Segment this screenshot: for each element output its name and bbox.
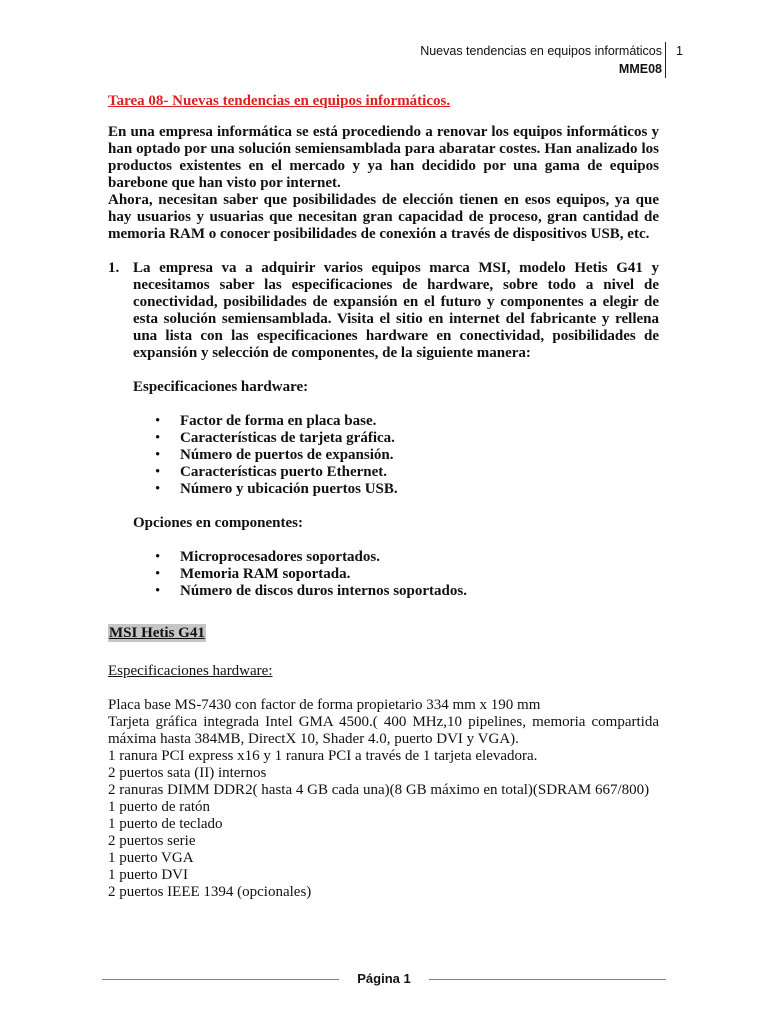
bullet-icon: • bbox=[155, 566, 161, 582]
bullet-icon: • bbox=[155, 430, 161, 446]
list-item bbox=[108, 583, 659, 600]
bullet-icon: • bbox=[155, 447, 161, 463]
spec-line: 2 puertos IEEE 1394 (opcionales) bbox=[108, 884, 312, 900]
list-item-text: Factor de forma en placa base. bbox=[180, 413, 377, 429]
bullet-icon: • bbox=[155, 481, 161, 497]
model-heading-wrap bbox=[108, 625, 659, 642]
list-item bbox=[108, 549, 659, 566]
spec-line: 1 puerto de ratón bbox=[108, 799, 211, 815]
spec-line: 1 puerto VGA bbox=[108, 850, 194, 866]
spec-line: 2 puertos serie bbox=[108, 833, 196, 849]
list-item bbox=[108, 464, 659, 481]
list-item-text: Características de tarjeta gráfica. bbox=[180, 430, 395, 446]
spec-list bbox=[108, 697, 659, 901]
components-bullet-list bbox=[108, 549, 659, 600]
intro-paragraph-1: En una empresa informática se está procediendo a renovar los equipos informáticos y han optado por una solución semiensamblada para abaratar costes. Han analizado los productos existentes en el mercado y ya han decidido por una gama de equipos barebone que han visto por internet. bbox=[108, 124, 659, 191]
bullet-icon: • bbox=[155, 549, 161, 565]
page-header bbox=[0, 42, 768, 78]
list-item-text: Número y ubicación puertos USB. bbox=[180, 481, 398, 497]
list-item-text: Número de discos duros internos soportados. bbox=[180, 583, 467, 599]
list-item bbox=[108, 481, 659, 498]
header-title: Nuevas tendencias en equipos informáticos bbox=[420, 44, 662, 58]
header-page-number: 1 bbox=[676, 44, 683, 58]
spec-line: Placa base MS-7430 con factor de forma propietario 334 mm x 190 mm bbox=[108, 697, 541, 713]
spec-line: 2 ranuras DIMM DDR2( hasta 4 GB cada una)(8 GB máximo en total)(SDRAM 667/800) bbox=[108, 782, 650, 798]
spec-line: Tarjeta gráfica integrada Intel GMA 4500.( 400 MHz,10 pipelines, memoria compartida máxima hasta 384MB, DirectX 10, Shader 4.0, puerto DVI y VGA). bbox=[108, 714, 659, 747]
bullet-icon: • bbox=[155, 464, 161, 480]
list-item-text: Número de puertos de expansión. bbox=[180, 447, 394, 463]
list-item bbox=[108, 413, 659, 430]
task-title: Tarea 08- Nuevas tendencias en equipos informáticos. bbox=[108, 93, 451, 109]
footer-page-label: Página 1 bbox=[339, 971, 429, 987]
list-item-text: Memoria RAM soportada. bbox=[180, 566, 351, 582]
hardware-subheading: Especificaciones hardware: bbox=[133, 379, 309, 395]
spec-line: 1 puerto de teclado bbox=[108, 816, 223, 832]
list-item-text: Características puerto Ethernet. bbox=[180, 464, 388, 480]
document-body bbox=[108, 93, 659, 901]
spec-line: 2 puertos sata (II) internos bbox=[108, 765, 267, 781]
model-heading: MSI Hetis G41 bbox=[109, 625, 205, 641]
list-item bbox=[108, 430, 659, 447]
bullet-icon: • bbox=[155, 413, 161, 429]
spec-heading: Especificaciones hardware: bbox=[108, 663, 273, 679]
list-item bbox=[108, 566, 659, 583]
spec-line: 1 ranura PCI express x16 y 1 ranura PCI a través de 1 tarjeta elevadora. bbox=[108, 748, 538, 764]
list-item bbox=[108, 447, 659, 464]
hardware-bullet-list bbox=[108, 413, 659, 498]
item-number: 1. bbox=[108, 260, 120, 276]
components-subheading: Opciones en componentes: bbox=[133, 515, 303, 531]
header-text-block bbox=[420, 42, 662, 78]
item-text: La empresa va a adquirir varios equipos marca MSI, modelo Hetis G41 y necesitamos saber las especificaciones de hardware, sobre todo a nivel de conectividad, posibilidades de expansión en el futuro y componentes a elegir de esta solución semiensamblada. Visita el sitio en internet del fabricante y rellena una lista con las especificaciones hardware en conectividad, posibilidades de expansión y selección de componentes, de la siguiente manera: bbox=[133, 260, 659, 361]
spec-line: 1 puerto DVI bbox=[108, 867, 188, 883]
bullet-icon: • bbox=[155, 583, 161, 599]
intro-paragraph-2: Ahora, necesitan saber que posibilidades de elección tienen en esos equipos, ya que hay usuarios y usuarias que necesitan gran capacidad de proceso, gran cantidad de memoria RAM o conocer posibilidades de conexión a través de dispositivos USB, etc. bbox=[108, 192, 659, 242]
numbered-item-1 bbox=[108, 260, 659, 362]
list-item-text: Microprocesadores soportados. bbox=[180, 549, 380, 565]
header-divider bbox=[665, 42, 666, 78]
header-course-code: MME08 bbox=[618, 62, 662, 76]
